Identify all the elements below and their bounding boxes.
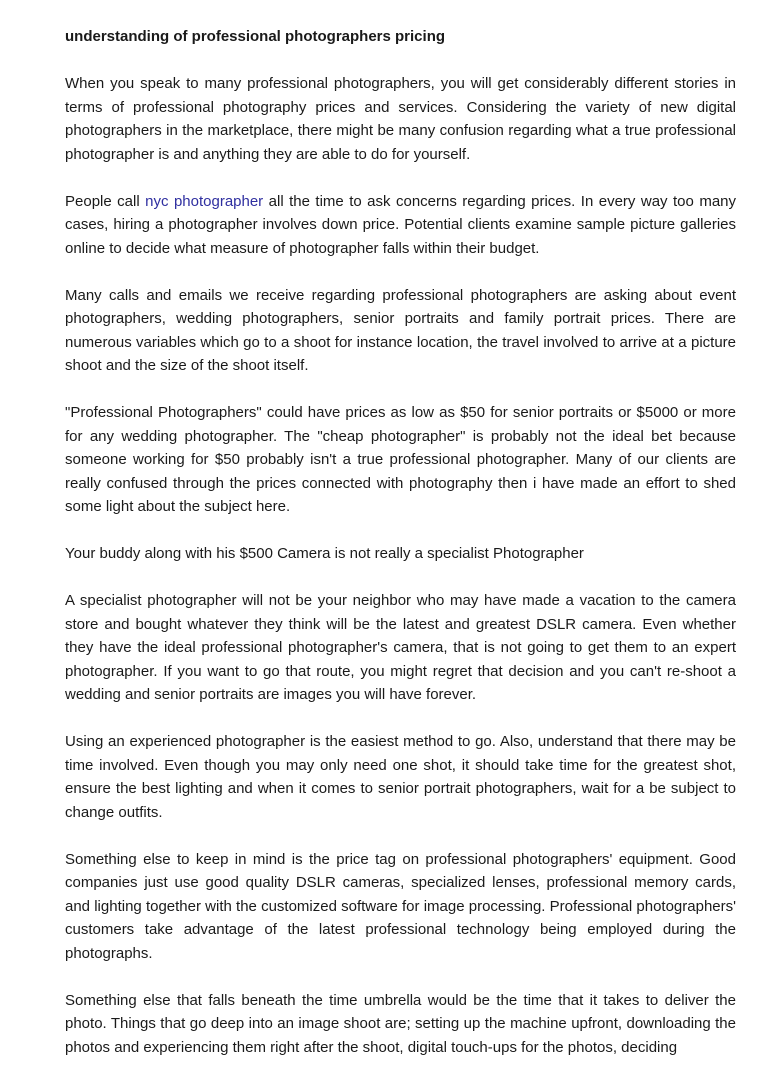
nyc-photographer-link[interactable]: nyc photographer — [145, 192, 264, 210]
paragraph-people-call — [65, 190, 736, 261]
paragraph-equipment: Something else to keep in mind is the price tag on professional photographers' equipment. Good companies just use good quality DSLR cameras, specialized lenses, professional memory cards, and lighting together with the customized software for image processing. Professional photographers' customers take advantage of the latest professional technology being employed during the photographs. — [65, 850, 736, 962]
paragraph-calls-emails: Many calls and emails we receive regarding professional photographers are asking about event photographers, wedding photographers, senior portraits and family portrait prices. There are numerous variables which go to a shoot for instance location, the travel involved to arrive at a picture shoot and the size of the shoot itself. — [65, 286, 736, 374]
document-page — [65, 25, 736, 1059]
paragraph-specialist: A specialist photographer will not be your neighbor who may have made a vacation to the camera store and bought whatever they think will be the latest and greatest DSLR camera. Even whether they have the ideal professional photographer's camera, that is not going to get them to an expert photographer. If you want to go that route, you might regret that decision and you can't re-shoot a wedding and senior portraits are images you will have forever. — [65, 592, 736, 703]
paragraph-prices: "Professional Photographers" could have prices as low as $50 for senior portraits or $5000 or more for any wedding photographer. The "cheap photographer" is probably not the ideal bet because someone working for $50 probably isn't a true professional photographer. Many of our clients are really confused through the prices connected with photography then i have made an effort to shed some light about the subject here. — [65, 404, 736, 515]
paragraph-intro: When you speak to many professional photographers, you will get considerably different stories in terms of professional photography prices and services. Considering the variety of new digital photographers in the marketplace, there might be many confusion regarding what a true professional photographer is and anything they are able to do for yourself. — [65, 75, 736, 163]
paragraph-text-after-link: all the time to ask concerns regarding prices. In every way too many cases, hiring a photographer involves down price. Potential clients examine sample picture galleries online to decide what measure of photographer falls within their budget. — [65, 192, 737, 257]
document-title: understanding of professional photographers pricing — [65, 28, 446, 45]
paragraph-experienced: Using an experienced photographer is the easiest method to go. Also, understand that there may be time involved. Even though you may only need one shot, it should take time for the greatest shot, ensure the best lighting and when it comes to senior portrait photographers, wait for a be subject to change outfits. — [65, 733, 736, 821]
paragraph-text-before-link: People call — [65, 192, 146, 210]
paragraph-buddy-camera: Your buddy along with his $500 Camera is not really a specialist Photographer — [65, 545, 584, 562]
paragraph-time-umbrella: Something else that falls beneath the time umbrella would be the time that it takes to deliver the photo. Things that go deep into an image shoot are; setting up the machine upfront, downloading the photos and experiencing them right after the shoot, digital touch-ups for the photos, deciding — [65, 991, 736, 1056]
